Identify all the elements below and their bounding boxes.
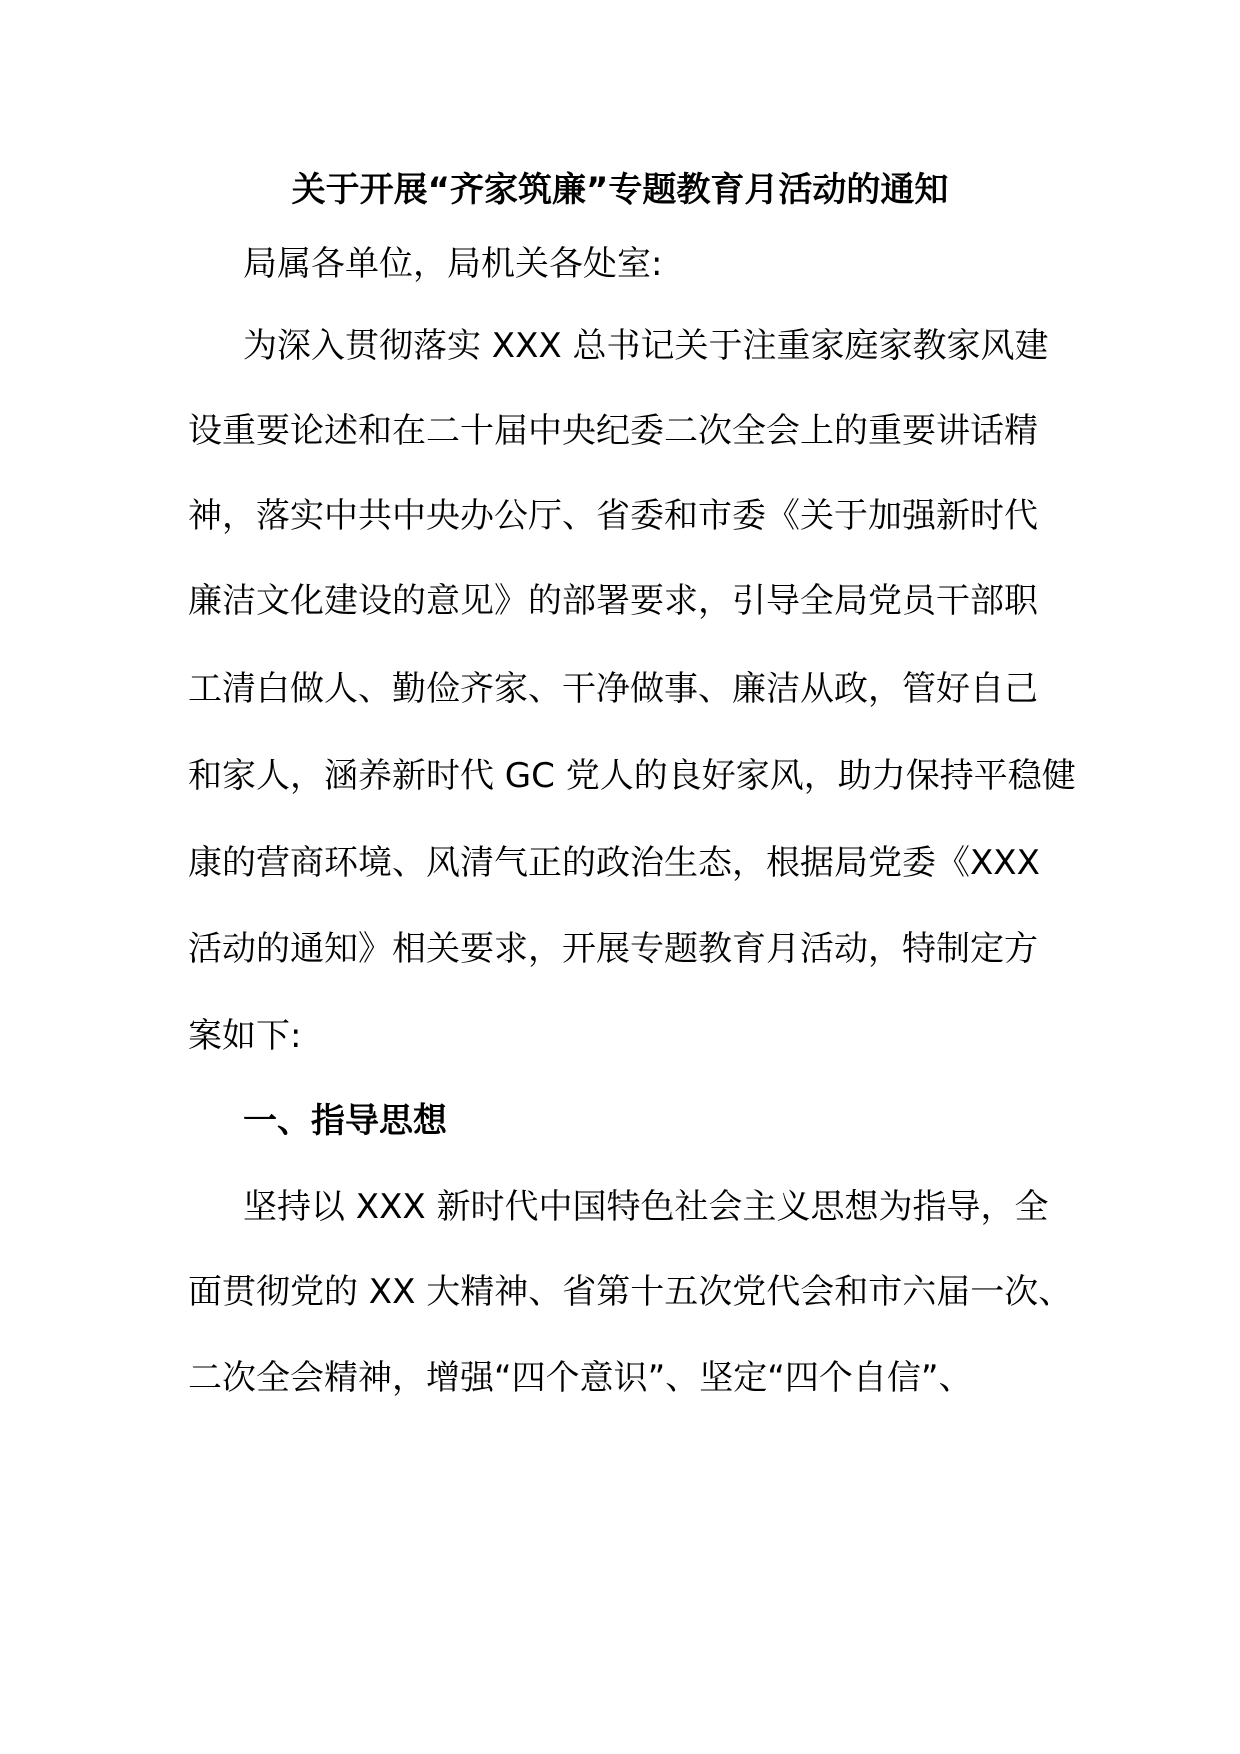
salutation: 局属各单位，局机关各处室: — [243, 244, 663, 284]
document-title: 关于开展“齐家筑廉”专题教育月活动的通知 — [291, 170, 949, 210]
paragraph-1-line-2: 设重要论述和在二十届中央纪委二次全会上的重要讲话精 — [188, 411, 1038, 451]
paragraph-1-line-7: 康的营商环境、风清气正的政治生态，根据局党委《XXX — [188, 843, 1040, 883]
paragraph-1-line-9: 案如下: — [188, 1016, 302, 1056]
section-1-heading: 一、指导思想 — [243, 1101, 447, 1141]
paragraph-1-line-8: 活动的通知》相关要求，开展专题教育月活动，特制定方 — [188, 929, 1038, 969]
paragraph-1-line-4: 廉洁文化建设的意见》的部署要求，引导全局党员干部职 — [188, 581, 1038, 621]
paragraph-1-line-6: 和家人，涵养新时代 GC 党人的良好家风，助力保持平稳健 — [188, 756, 1076, 796]
paragraph-1-line-3: 神，落实中共中央办公厅、省委和市委《关于加强新时代 — [188, 496, 1038, 536]
paragraph-1-line-1: 为深入贯彻落实 XXX 总书记关于注重家庭家教家风建 — [243, 326, 1049, 366]
paragraph-2-line-3: 二次全会精神，增强“四个意识”、坚定“四个自信”、 — [188, 1358, 973, 1398]
paragraph-1-line-5: 工清白做人、勤俭齐家、干净做事、廉洁从政，管好自己 — [188, 669, 1038, 709]
paragraph-2-line-1: 坚持以 XXX 新时代中国特色社会主义思想为指导，全 — [243, 1187, 1049, 1227]
paragraph-2-line-2: 面贯彻党的 XX 大精神、省第十五次党代会和市六届一次、 — [188, 1272, 1073, 1312]
